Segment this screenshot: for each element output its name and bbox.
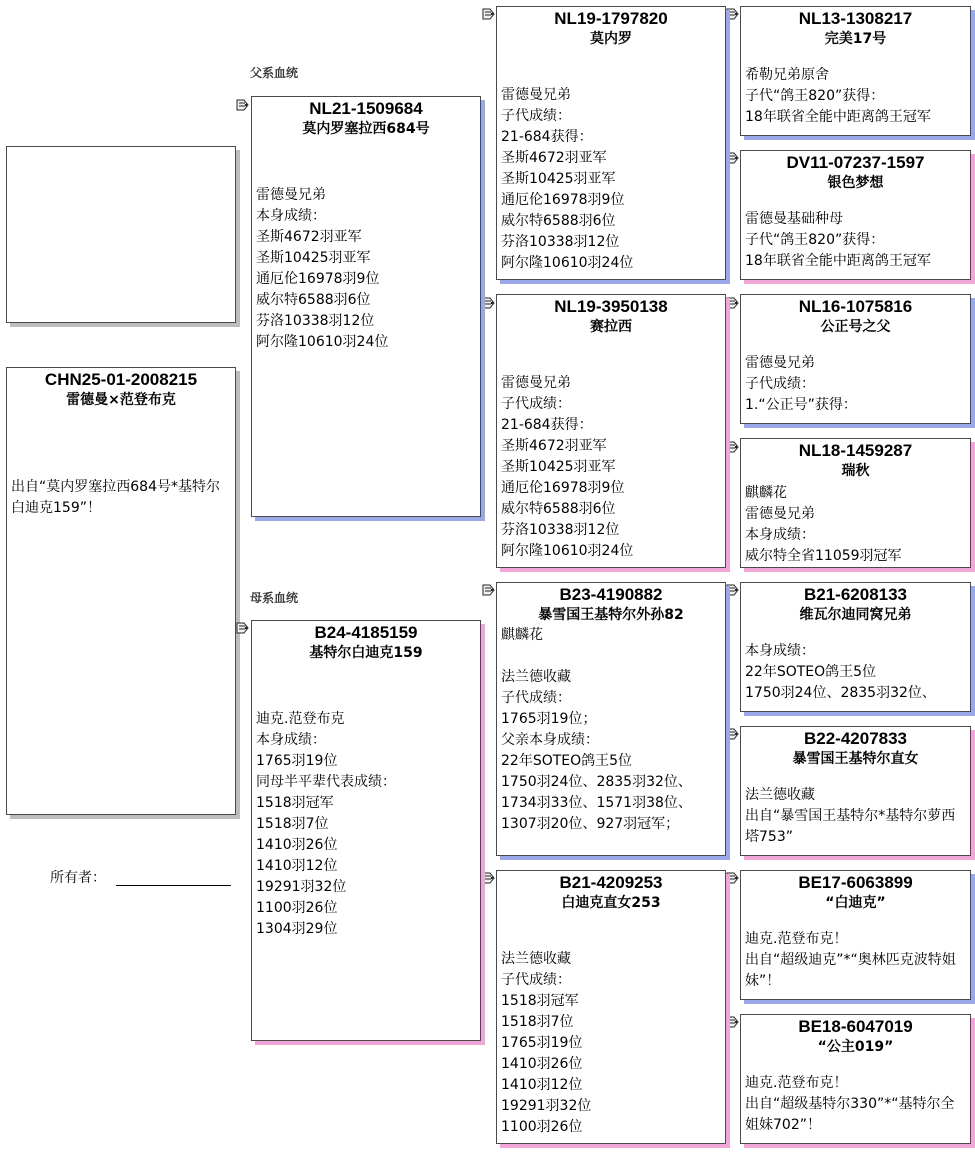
dsd-line: 出自“暴雪国王基特尔*基特尔萝西塔753” <box>745 808 956 845</box>
ds-line: 父亲本身成绩： <box>501 732 599 748</box>
dam-line: 1100羽26位 <box>256 900 338 916</box>
ss-line: 圣斯10425羽亚军 <box>501 171 616 187</box>
sss-clip-icon <box>725 7 740 21</box>
sire-dam-card[interactable] <box>496 294 726 568</box>
sd-line: 圣斯4672羽亚军 <box>501 438 607 454</box>
dsd-ring: B22-4207833 <box>803 729 908 748</box>
ds-line: 22年SOTEO鸽王5位 <box>501 753 633 769</box>
dam-line: 1410羽12位 <box>256 858 338 874</box>
subject-ring: CHN25-01-2008215 <box>44 370 198 389</box>
sire-line: 通厄伦16978羽9位 <box>256 271 380 287</box>
sds-line: 1.“公正号”获得： <box>745 397 857 413</box>
sire-line: 芬洛10338羽12位 <box>256 313 375 329</box>
dd-line: 子代成绩： <box>501 972 571 988</box>
ss-line: 通厄伦16978羽9位 <box>501 192 625 208</box>
dds-card[interactable] <box>740 870 971 1000</box>
sd-line: 通厄伦16978羽9位 <box>501 480 625 496</box>
ds-line: 1750羽24位、2835羽32位、 <box>501 774 692 790</box>
dam-line: 1518羽冠军 <box>256 795 334 811</box>
dam-card[interactable] <box>251 620 481 1041</box>
dss-line: 22年SOTEO鸽王5位 <box>745 664 877 680</box>
ss-line: 威尔特6588羽6位 <box>501 213 616 229</box>
ds-line: 法兰德收藏 <box>501 669 571 685</box>
dam-dam-card[interactable] <box>496 870 726 1144</box>
dam-line: 1410羽26位 <box>256 837 338 853</box>
sss-card[interactable] <box>740 6 971 136</box>
ds-line: 1734羽33位、1571羽38位、 <box>501 795 692 811</box>
owner-label: 所有者： <box>50 870 106 886</box>
sdd-name: 瑞秋 <box>841 463 870 479</box>
dd-line: 19291羽32位 <box>501 1098 592 1114</box>
ddd-card[interactable] <box>740 1014 971 1144</box>
sd-line: 子代成绩： <box>501 396 571 412</box>
sss-line: 希勒兄弟原舍 <box>745 67 829 83</box>
dd-line: 法兰德收藏 <box>501 951 571 967</box>
subject-card[interactable] <box>6 367 236 815</box>
sds-card[interactable] <box>740 294 971 424</box>
dss-line: 1750羽24位、2835羽32位、 <box>745 685 936 701</box>
sss-line: 子代“鸽王820”获得： <box>745 88 885 104</box>
sds-clip-icon <box>725 296 740 310</box>
subject-line: 出自“莫内罗塞拉西684号*基特尔白迪克159”！ <box>11 479 220 516</box>
photo-placeholder <box>6 146 236 323</box>
sire-line: 威尔特6588羽6位 <box>256 292 371 308</box>
ss-line: 子代成绩： <box>501 108 571 124</box>
sds-line: 子代成绩： <box>745 376 815 392</box>
dds-name: “白迪克” <box>825 895 886 911</box>
sd-name: 赛拉西 <box>590 319 632 335</box>
sd-line: 21-684获得： <box>501 417 593 433</box>
ss-line: 雷德曼兄弟 <box>501 87 571 103</box>
sdd-line: 本身成绩： <box>745 527 815 543</box>
sire-line: 圣斯10425羽亚军 <box>256 250 371 266</box>
dd-clip-icon <box>481 871 496 885</box>
dss-line: 本身成绩： <box>745 643 815 659</box>
sd-line: 威尔特6588羽6位 <box>501 501 616 517</box>
sdd-line: 威尔特全省11059羽冠军 <box>745 548 902 564</box>
dds-ring: BE17-6063899 <box>798 873 913 892</box>
dam-line: 1518羽7位 <box>256 816 329 832</box>
dsd-name: 暴雪国王基特尔直女 <box>792 751 919 767</box>
ssd-line: 雷德曼基础种母 <box>745 211 843 227</box>
ddd-line: 迪克.范登布克！ <box>745 1075 848 1091</box>
sire-line: 雷德曼兄弟 <box>256 187 326 203</box>
dss-card[interactable] <box>740 582 971 712</box>
dd-ring: B21-4209253 <box>559 873 663 892</box>
ds-ring: B23-4190882 <box>559 585 663 604</box>
dd-line: 1518羽7位 <box>501 1014 574 1030</box>
dam-line: 1765羽19位 <box>256 753 338 769</box>
ssd-card[interactable] <box>740 150 971 280</box>
ds-line: 子代成绩： <box>501 690 571 706</box>
sss-name: 完美17号 <box>824 31 887 47</box>
sdd-clip-icon <box>725 440 740 454</box>
ss-line: 阿尔隆10610羽24位 <box>501 255 634 271</box>
dam-line: 1304羽29位 <box>256 921 338 937</box>
sire-line: 阿尔隆10610羽24位 <box>256 334 389 350</box>
dd-line: 1410羽12位 <box>501 1077 583 1093</box>
dam-ring: B24-4185159 <box>314 623 418 642</box>
sdd-line: 雷德曼兄弟 <box>745 506 815 522</box>
dd-line: 1765羽19位 <box>501 1035 583 1051</box>
subject-name: 雷德曼×范登布克 <box>66 392 176 408</box>
sss-ring: NL13-1308217 <box>798 9 913 28</box>
dds-line: 迪克.范登布克！ <box>745 931 848 947</box>
sss-line: 18年联省全能中距离鸽王冠军 <box>745 109 931 125</box>
dam-clip-icon <box>235 621 250 635</box>
ssd-line: 子代“鸽王820”获得： <box>745 232 885 248</box>
ds-line: 1307羽20位、927羽冠军； <box>501 816 680 832</box>
ss-line: 圣斯4672羽亚军 <box>501 150 607 166</box>
dds-clip-icon <box>725 871 740 885</box>
sdd-card[interactable] <box>740 438 971 568</box>
dam-sire-card[interactable] <box>496 582 726 856</box>
sd-line: 雷德曼兄弟 <box>501 375 571 391</box>
ds-line: 麒麟花 <box>501 627 543 643</box>
sire-ring: NL21-1509684 <box>309 99 423 118</box>
sire-card[interactable] <box>251 96 481 517</box>
ds-name: 暴雪国王基特尔外孙82 <box>538 607 684 623</box>
dsd-clip-icon <box>725 727 740 741</box>
dsd-line: 法兰德收藏 <box>745 787 815 803</box>
owner-field[interactable] <box>116 885 231 886</box>
dd-line: 1518羽冠军 <box>501 993 579 1009</box>
dam-line: 同母半平辈代表成绩： <box>256 774 396 790</box>
dam-name: 基特尔白迪克159 <box>309 645 423 661</box>
sire-section-label: 父系血统 <box>250 66 299 80</box>
dam-line: 19291羽32位 <box>256 879 347 895</box>
ssd-name: 银色梦想 <box>827 175 884 191</box>
sire-name: 莫内罗塞拉西684号 <box>302 121 430 137</box>
ddd-name: “公主019” <box>817 1039 894 1055</box>
ssd-line: 18年联省全能中距离鸽王冠军 <box>745 253 931 269</box>
sd-clip-icon <box>481 296 496 310</box>
ss-name: 莫内罗 <box>590 31 632 47</box>
ss-clip-icon <box>481 7 496 21</box>
dds-line: 出自“超级迪克”*“奥林匹克波特姐妹”！ <box>745 952 956 989</box>
sd-ring: NL19-3950138 <box>554 297 668 316</box>
dd-line: 1410羽26位 <box>501 1056 583 1072</box>
ss-ring: NL19-1797820 <box>554 9 668 28</box>
dss-name: 维瓦尔迪同窝兄弟 <box>799 607 912 623</box>
sds-line: 雷德曼兄弟 <box>745 355 815 371</box>
dss-clip-icon <box>725 583 740 597</box>
ssd-ring: DV11-07237-1597 <box>786 153 925 172</box>
sire-line: 本身成绩： <box>256 208 326 224</box>
sds-name: 公正号之父 <box>820 319 891 335</box>
ds-line <box>501 646 721 667</box>
dsd-card[interactable] <box>740 726 971 856</box>
sdd-ring: NL18-1459287 <box>798 441 913 460</box>
dam-line: 迪克.范登布克 <box>256 711 345 727</box>
sire-sire-card[interactable] <box>496 6 726 280</box>
dd-name: 白迪克直女253 <box>561 895 661 911</box>
sd-line: 芬洛10338羽12位 <box>501 522 620 538</box>
sd-line: 圣斯10425羽亚军 <box>501 459 616 475</box>
sds-ring: NL16-1075816 <box>798 297 913 316</box>
ddd-ring: BE18-6047019 <box>798 1017 913 1036</box>
sire-clip-icon <box>235 98 250 112</box>
ds-line: 1765羽19位； <box>501 711 597 727</box>
sdd-line: 麒麟花 <box>745 485 787 501</box>
sire-line: 圣斯4672羽亚军 <box>256 229 362 245</box>
ss-line: 芬洛10338羽12位 <box>501 234 620 250</box>
ssd-clip-icon <box>725 151 740 165</box>
ddd-line: 出自“超级基特尔330”*“基特尔全姐妹702”！ <box>745 1096 955 1133</box>
dam-section-label: 母系血统 <box>250 591 299 605</box>
dd-line: 1100羽26位 <box>501 1119 583 1135</box>
dss-ring: B21-6208133 <box>803 585 908 604</box>
ds-clip-icon <box>481 583 496 597</box>
sd-line: 阿尔隆10610羽24位 <box>501 543 634 559</box>
ddd-clip-icon <box>725 1015 740 1029</box>
dam-line: 本身成绩： <box>256 732 326 748</box>
ss-line: 21-684获得： <box>501 129 593 145</box>
